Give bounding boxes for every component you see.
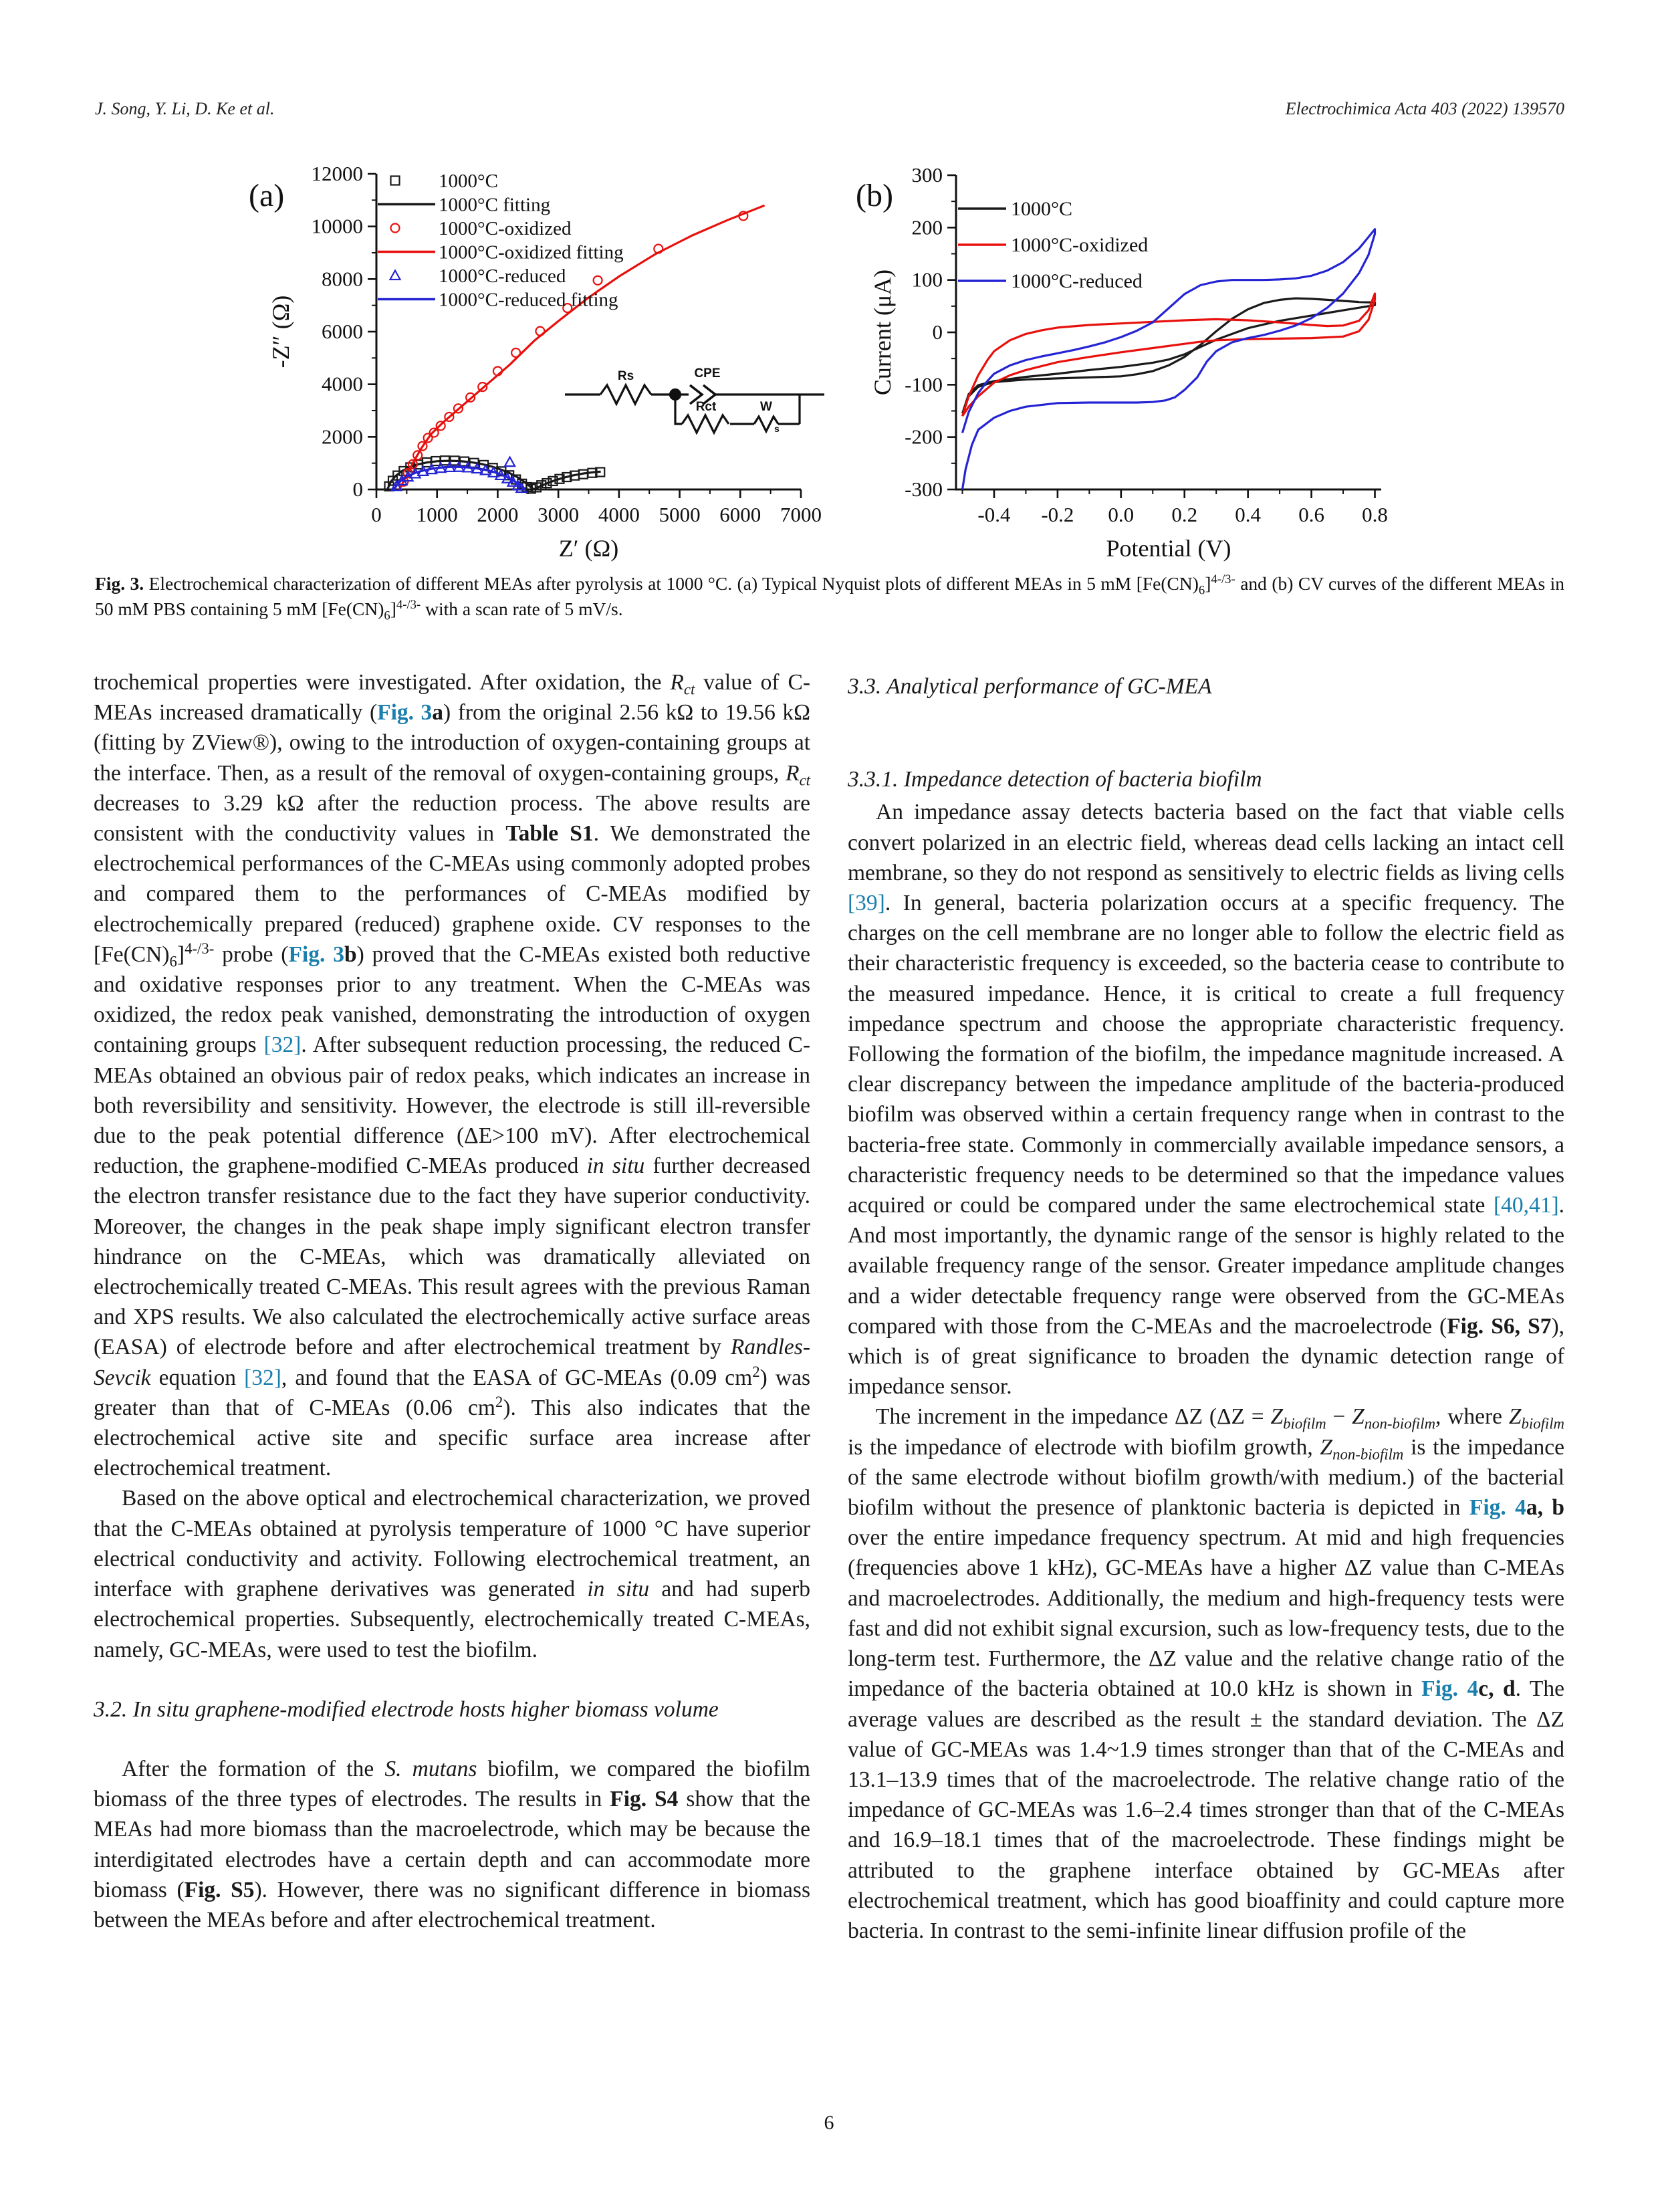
legend-label: 1000°C-reduced — [1011, 270, 1143, 292]
text-segment: is the impedance of the same electrode without biofilm growth/with medium.) of the bacterial biofilm without the presence of planktonic bacteria is depicted in — [848, 1434, 1564, 1521]
figure-link[interactable]: Fig. 3 — [377, 700, 433, 726]
x-tick-label: 4000 — [598, 503, 640, 526]
text-segment: After the formation of the — [122, 1756, 385, 1781]
text-segment: 3.3. Analytical performance of GC-MEA — [848, 674, 1212, 699]
resistor-rs — [600, 385, 651, 404]
text-segment: Fig. 3. — [95, 573, 144, 594]
y-tick-label: 4000 — [322, 372, 363, 396]
text-segment: , and found that the EASA of GC-MEAs (0.09 cm — [281, 1365, 753, 1390]
paragraph — [94, 667, 810, 1483]
x-tick-label: 0 — [371, 503, 382, 526]
text-segment: ). This also indicates that the electrochemical active site and specific surface area increase after electrochemical treatment. — [94, 1395, 811, 1481]
text-segment: Randles-Sevcik — [94, 1335, 810, 1390]
legend-label: 1000°C-reduced fitting — [439, 289, 618, 311]
text-segment: ) was greater than that of C-MEAs (0.06 cm — [94, 1365, 810, 1420]
text-segment: Based on the above optical and electrochemical characterization, we proved that the C-MEAs obtained at pyrolysis temperature of 1000 °C have superior electrical conductivity and activity. Following electrochemical treatment, an interface with graphene derivatives was generated — [94, 1486, 810, 1602]
figure-link[interactable]: Fig. 3 — [288, 942, 344, 967]
paragraph — [94, 1754, 810, 1935]
text-segment: Table S1 — [505, 821, 594, 847]
legend-marker-sample — [391, 177, 400, 185]
legend-label: 1000°C — [1011, 198, 1073, 220]
data-point — [594, 276, 602, 285]
text-segment: . After subsequent reduction processing, the reduced C-MEAs obtained an obvious pair of redox peaks, which indicates an increase in both reversibility and sensitivity. However, the electrode is still ill-reversible due to the peak potential difference (ΔE>100 mV). After electrochemical reduction, the graphene-modified C-MEAs produced — [94, 1032, 810, 1179]
y-tick-label: -100 — [905, 372, 943, 397]
figure-link[interactable]: Fig. 4 — [1469, 1495, 1526, 1521]
text-segment: non-biofilm — [1332, 1446, 1404, 1463]
text-segment: . The average values are described as the result ± the standard deviation. The ΔZ value of GC-MEAs was 1.4~1.9 times stronger than that of the C-MEAs and 13.1–13.9 times that of the macroelectrode. The relative change ratio of the impedance of GC-MEAs was 1.6–2.4 times stronger than that of the C-MEAs and 16.9–18.1 times that of the macroelectrode. These findings might be attributed to the graphene interface obtained by GC-MEAs after electrochemical treatment, which has good bioaffinity and could capture more bacteria. In contrast to the semi-infinite linear diffusion profile of the — [848, 1676, 1565, 1943]
series-line — [963, 294, 1375, 416]
x-tick-label: 0.4 — [1235, 503, 1262, 526]
figure-caption — [95, 571, 1564, 621]
warburg-label: W — [760, 400, 772, 414]
running-head — [95, 99, 1564, 119]
text-segment: 4-/3- — [185, 939, 215, 957]
axis-lines — [956, 175, 1381, 489]
text-segment: 2 — [495, 1393, 503, 1410]
text-segment: The increment in the impedance ΔZ (ΔZ = — [876, 1404, 1271, 1430]
paragraph — [848, 1402, 1564, 1946]
y-tick-label: 0 — [352, 477, 363, 501]
y-axis-title: -Z″ (Ω) — [267, 295, 294, 368]
citation-link[interactable]: [39] — [848, 891, 885, 916]
text-column-right — [848, 667, 1564, 1946]
text-column-left — [94, 667, 810, 1935]
axes — [947, 175, 1381, 498]
text-segment: a — [432, 700, 444, 726]
x-tick-label: 2000 — [477, 503, 519, 526]
x-tick-label: 0.6 — [1298, 503, 1324, 526]
text-segment: − — [1326, 1404, 1352, 1430]
text-segment: over the entire impedance frequency spectrum. At mid and high frequencies (frequencies above 1 kHz), GC-MEAs have a higher ΔZ value than C-MEAs and macroelectrodes. Additionally, the medium and high-frequency tests were fast and did not exhibit signal excursion, such as low-frequency tests, due to the long-term test. Furthermore, the ΔZ value and the relative change ratio of the impedance of the bacteria obtained at 10.0 kHz is shown in — [848, 1525, 1564, 1702]
y-tick-label: 0 — [932, 320, 943, 344]
y-tick-label: -200 — [905, 425, 943, 449]
text-segment: Fig. S5 — [184, 1877, 255, 1902]
text-segment: value of C-MEAs increased dramatically ( — [94, 670, 810, 726]
cv-axes-and-series — [869, 163, 1388, 562]
text-segment: ) proved that the C-MEAs existed both reductive and oxidative responses prior to any treatment. When the C-MEAs was oxidized, the redox peak vanished, demonstrating the introduction of oxygen containing groups — [94, 942, 810, 1058]
citation-link[interactable]: [32] — [244, 1365, 281, 1390]
cpe-label: CPE — [694, 366, 721, 380]
text-segment: . In general, bacteria polarization occurs at a specific frequency. The charges on the cell membrane are no longer able to follow the electric field as their characteristic frequency is exceeded, so the bacteria cease to contribute to the measured impedance. Hence, it is critical to create a full frequency impedance spectrum and choose the appropriate characteristic frequency. Following the formation of the biofilm, the impedance magnitude increased. A clear discrepancy between the impedance amplitude of the bacteria-produced biofilm was observed within a certain frequency range when in contrast to the bacteria-free state. Commonly in commercially available impedance sensors, a characteristic frequency needs to be determined so that the impedance values acquired or could be compared under the same electrochemical state — [848, 891, 1564, 1218]
paragraph — [94, 1483, 810, 1664]
citation-link[interactable]: [32] — [263, 1032, 302, 1058]
text-segment: biofilm, we compared the biofilm biomass of the three types of electrodes. The results in — [94, 1756, 810, 1812]
x-tick-label: -0.4 — [977, 503, 1011, 526]
legend-marker-sample — [391, 224, 400, 233]
y-tick-label: 8000 — [322, 267, 363, 291]
text-segment: Z — [1320, 1434, 1333, 1460]
text-segment: 6 — [384, 609, 390, 623]
axes — [368, 174, 801, 498]
legend-label: 1000°C-oxidized — [1011, 234, 1149, 256]
series-line — [963, 298, 1375, 413]
text-segment: R — [670, 670, 684, 695]
y-tick-label: 200 — [911, 215, 943, 239]
text-segment: non-biofilm — [1364, 1416, 1436, 1433]
legend-label: 1000°C-reduced — [439, 265, 566, 287]
text-segment: In situ — [132, 1696, 195, 1722]
text-segment: 4-/3- — [396, 597, 421, 612]
equivalent-circuit-inset — [565, 366, 824, 434]
section-heading — [94, 1694, 810, 1725]
text-segment: Fig. S4 — [610, 1787, 679, 1812]
legend-marker-sample — [390, 271, 400, 280]
text-segment: a, b — [1526, 1495, 1565, 1521]
panel-a-label: (a) — [249, 178, 285, 213]
text-segment: ] — [390, 598, 396, 619]
text-segment: An impedance assay detects bacteria based on the fact that viable cells convert polarized in an electric field, whereas dead cells lacking an intact cell membrane, so they do not respond as sensitively to electric fields as living cells — [848, 800, 1564, 885]
text-segment: trochemical properties were investigated. After oxidation, the — [94, 670, 671, 695]
rs-label: Rs — [617, 369, 634, 383]
text-segment: , where — [1435, 1404, 1509, 1430]
text-segment: probe ( — [214, 942, 289, 967]
running-head-journal: Electrochimica Acta 403 (2022) 139570 — [1285, 99, 1564, 118]
text-segment: is the impedance of electrode with biofilm growth, — [848, 1434, 1320, 1460]
text-segment: R — [786, 760, 800, 786]
legend-label: 1000°C — [439, 171, 498, 192]
citation-link[interactable]: [40,41] — [1493, 1193, 1559, 1218]
text-segment: and had superb electrochemical properties. Subsequently, electrochemically treated C-MEAs, namely, GC-MEAs, were used to test the biofilm. — [94, 1577, 810, 1662]
text-segment: 3.2. — [94, 1696, 133, 1722]
text-segment: Z — [1508, 1404, 1522, 1430]
text-segment: . And most importantly, the dynamic range of the sensor is highly related to the available frequency range of the sensor. Greater impedance amplitude changes and a wider detectable frequency range were observed from the GC-MEAs compared with those from the C-MEAs and the macroelectrode ( — [848, 1193, 1564, 1339]
x-tick-label: 1000 — [416, 503, 458, 526]
x-tick-label: 7000 — [780, 503, 822, 526]
y-tick-label: 6000 — [322, 320, 363, 343]
figure-link[interactable]: Fig. 4 — [1421, 1676, 1479, 1702]
circuit-branch-wire — [675, 395, 800, 424]
text-segment: graphene-modified electrode hosts higher biomass volume — [195, 1696, 719, 1722]
text-segment: and (b) CV curves of the different MEAs in 50 mM PBS containing 5 mM [Fe(CN) — [95, 573, 1564, 619]
x-tick-label: 6000 — [719, 503, 761, 526]
page-number: 6 — [824, 2112, 834, 2134]
text-segment: Fig. S6, S7 — [1447, 1313, 1552, 1339]
x-tick-label: 0.8 — [1362, 503, 1388, 526]
text-segment: 6 — [169, 953, 177, 970]
text-segment: ), which is of great significance to broaden the dynamic detection range of impedance sensor. — [848, 1313, 1564, 1400]
rct-label: Rct — [695, 400, 717, 414]
text-segment: Z — [1352, 1404, 1365, 1430]
y-axis-title: Current (μA) — [869, 269, 896, 396]
text-segment: biofilm — [1283, 1416, 1326, 1433]
section-heading — [848, 671, 1564, 701]
y-tick-label: 300 — [911, 163, 943, 187]
text-segment: in situ — [587, 1577, 650, 1602]
text-segment: 6 — [1198, 583, 1205, 598]
text-segment: b — [344, 942, 357, 967]
text-segment: ). However, there was no significant difference in biomass between the MEAs before and after electrochemical treatment. — [94, 1877, 810, 1932]
legend — [378, 171, 624, 311]
x-axis-title: Potential (V) — [1106, 535, 1231, 562]
text-segment: show that the MEAs had more biomass than the macroelectrode, which may be because the interdigitated electrodes have a certain depth and can accommodate more biomass ( — [94, 1787, 810, 1902]
x-tick-label: 0.0 — [1108, 503, 1135, 526]
legend-label: 1000°C-oxidized fitting — [439, 241, 624, 263]
text-segment: . We demonstrated the electrochemical performances of the C-MEAs using commonly adopted probes and compared them to the performances of C-MEAs modified by electrochemically prepared (reduced) graphene oxide. CV responses to the [Fe(CN) — [94, 821, 810, 967]
y-tick-label: 12000 — [311, 162, 363, 185]
series-1000-c-oxidized — [963, 294, 1375, 416]
data-point — [505, 457, 515, 467]
y-tick-label: 10000 — [311, 214, 363, 238]
y-tick-label: 100 — [911, 267, 943, 292]
series-1000-c — [963, 298, 1375, 413]
y-tick-label: 2000 — [322, 425, 363, 449]
nyquist-axes-and-series — [267, 162, 822, 562]
resistor-rct — [682, 415, 729, 433]
text-segment: ct — [799, 772, 810, 789]
text-segment: biofilm — [1521, 1416, 1564, 1433]
nyquist-plot — [239, 155, 828, 583]
panel-b-label: (b) — [856, 178, 893, 213]
text-segment: 2 — [752, 1363, 760, 1380]
text-segment: with a scan rate of 5 mV/s. — [421, 598, 623, 619]
text-segment: decreases to 3.29 kΩ after the reduction process. The above results are consistent with the conductivity values in — [94, 790, 810, 847]
text-segment: Electrochemical characterization of different MEAs after pyrolysis at 1000 °C. (a) Typical Nyquist plots of different MEAs in 5 mM [Fe(CN) — [144, 573, 1199, 594]
legend-label: 1000°C-oxidized — [439, 218, 572, 239]
x-tick-label: 3000 — [538, 503, 580, 526]
warburg-sub-label: s — [774, 423, 780, 434]
text-segment: further decreased the electron transfer resistance due to the fact they have superior conductivity. Moreover, the changes in the peak shape imply significant electron transfer hindrance on the C-MEAs, which was dramatically alleviated on electrochemically treated C-MEAs. This result agrees with the previous Raman and XPS results. We also calculated the electrochemically active surface areas (EASA) of electrode before and after electrochemical treatment by — [94, 1153, 810, 1360]
text-segment: 4-/3- — [1211, 572, 1235, 586]
section-heading — [848, 764, 1564, 794]
cv-plot — [846, 155, 1435, 583]
x-axis-title: Z′ (Ω) — [558, 535, 619, 562]
y-tick-label: -300 — [905, 477, 943, 501]
text-segment: ct — [683, 681, 695, 698]
running-head-authors: J. Song, Y. Li, D. Ke et al. — [95, 99, 275, 118]
x-tick-label: 5000 — [659, 503, 701, 526]
x-tick-label: -0.2 — [1041, 503, 1074, 526]
paragraph — [848, 797, 1564, 1402]
text-segment: ] — [176, 942, 185, 967]
text-segment: 3.3.1. Impedance detection of bacteria biofilm — [848, 767, 1262, 792]
text-segment: equation — [150, 1365, 245, 1390]
text-segment: Z — [1270, 1404, 1284, 1430]
text-segment: ] — [1205, 573, 1211, 594]
legend — [958, 198, 1148, 292]
text-segment: c, d — [1478, 1676, 1516, 1702]
text-segment: ) from the original 2.56 kΩ to 19.56 kΩ (fitting by ZView®), owing to the introduction of oxygen-containing groups at the interface. Then, as a result of the removal of oxygen-containing groups, — [94, 700, 810, 786]
legend-label: 1000°C fitting — [439, 194, 551, 216]
text-segment: S. mutans — [384, 1756, 477, 1781]
text-segment: in situ — [586, 1153, 645, 1179]
x-tick-label: 0.2 — [1171, 503, 1198, 526]
